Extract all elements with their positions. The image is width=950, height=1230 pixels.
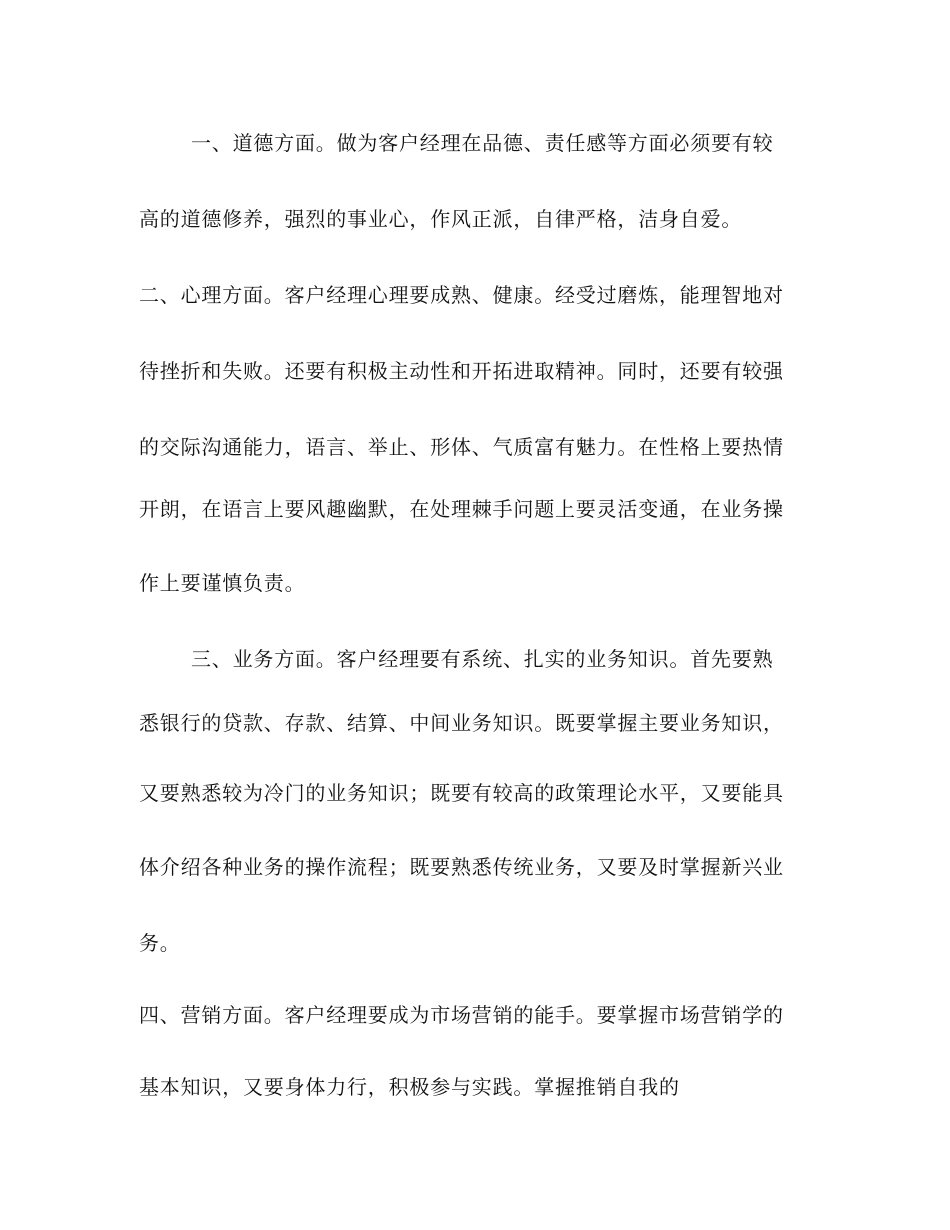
text-line: 三、业务方面。客户经理要有系统、扎实的业务知识。首先要熟 xyxy=(191,647,774,671)
text-line: 务。 xyxy=(139,931,181,955)
text-line: 四、营销方面。客户经理要成为市场营销的能手。要掌握市场营销学的 xyxy=(139,1003,784,1027)
text-line: 体介绍各种业务的操作流程；既要熟悉传统业务，又要及时掌握新兴业 xyxy=(139,855,784,879)
text-line: 的交际沟通能力，语言、举止、形体、气质富有魅力。在性格上要热情 xyxy=(139,435,784,459)
text-line: 高的道德修养，强烈的事业心，作风正派，自律严格，洁身自爱。 xyxy=(139,207,743,231)
text-line: 待挫折和失败。还要有积极主动性和开拓进取精神。同时，还要有较强 xyxy=(139,359,784,383)
text-line: 悉银行的贷款、存款、结算、中间业务知识。既要掌握主要业务知识， xyxy=(139,711,784,735)
text-line: 一、道德方面。做为客户经理在品德、责任感等方面必须要有较 xyxy=(191,131,774,155)
text-line: 开朗，在语言上要风趣幽默，在处理棘手问题上要灵活变通，在业务操 xyxy=(139,497,784,521)
text-line: 基本知识，又要身体力行，积极参与实践。掌握推销自我的 xyxy=(139,1075,680,1099)
text-line: 二、心理方面。客户经理心理要成熟、健康。经受过磨炼，能理智地对 xyxy=(139,283,784,307)
text-line: 又要熟悉较为冷门的业务知识；既要有较高的政策理论水平，又要能具 xyxy=(139,781,784,805)
text-line: 作上要谨慎负责。 xyxy=(139,571,306,595)
